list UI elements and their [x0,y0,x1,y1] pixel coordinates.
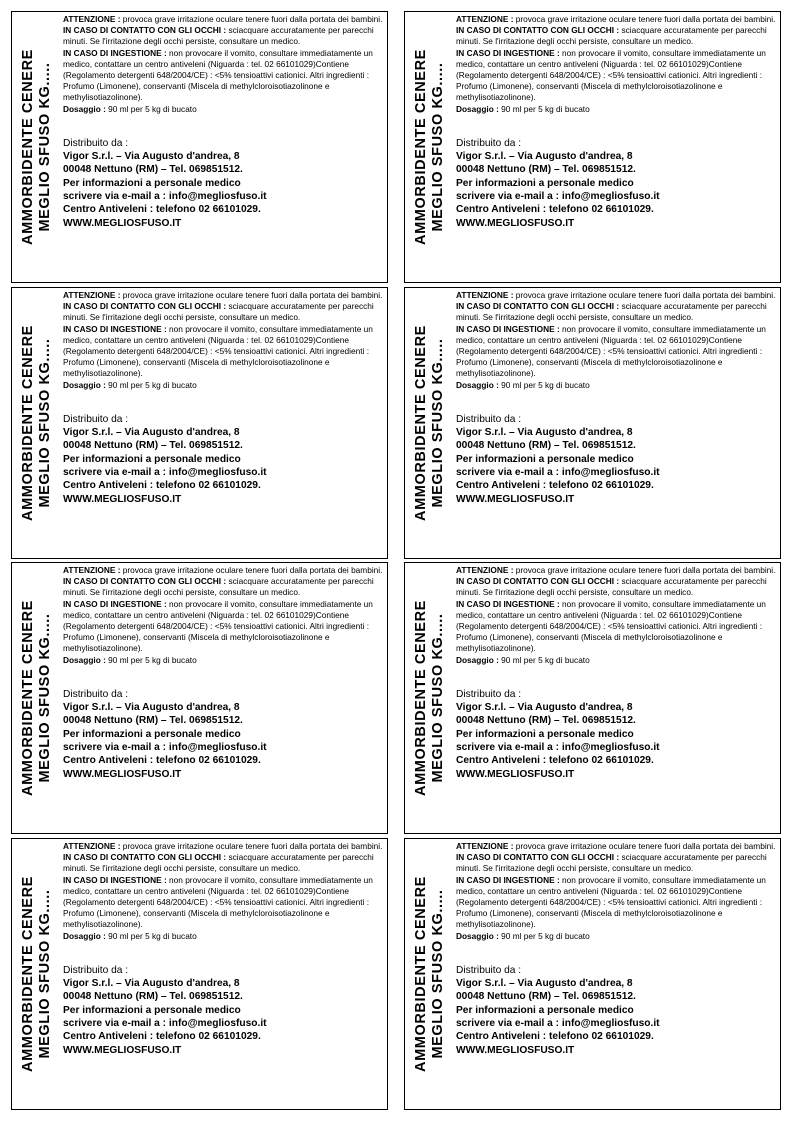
dosage-label: Dosaggio : [456,103,499,114]
eyes-label: IN CASO DI CONTATTO CON GLI OCCHI : [63,301,227,312]
ingestion-label: IN CASO DI INGESTIONE : [63,874,167,885]
dosage [456,104,778,115]
eyes-text: sciacquare accuratamente per parecchi minuti. Se l'irritazione degli occhi persiste, consultare un medico. [63,25,374,47]
medical-info-line: Per informazioni a personale medico [63,177,241,189]
antiveleni-line: Centro Antiveleni : telefono 02 66101029. [63,1031,261,1043]
attention-text: provoca grave irritazione oculare tenere fuori dalla portata dei bambini. [120,841,383,851]
ingestion-text: non provocare il vomito, consultare immediatamente un medico, contattare un centro antiveleni (Niguarda : tel. 02 66101029)Contiene (Regolamento detergenti 648/2004/CE) : <5% tensioattivi cationici. Altri ingredienti : Profumo (Limonene), conservanti (Miscela di methylcloroisotiazolinone e methylisotiazolinone). [63,323,373,379]
dosage-label: Dosaggio : [63,103,106,114]
antiveleni-line: Centro Antiveleni : telefono 02 66101029. [63,755,261,767]
email-line: scrivere via e-mail a : info@megliosfuso.it [456,1018,660,1030]
eyes-label: IN CASO DI CONTATTO CON GLI OCCHI : [456,25,620,36]
ingestion-text: non provocare il vomito, consultare immediatamente un medico, contattare un centro antiveleni (Niguarda : tel. 02 66101029)Contiene (Regolamento detergenti 648/2004/CE) : <5% tensioattivi cationici. Altri ingredienti : Profumo (Limonene), conservanti (Miscela di methylcloroisotiazolinone e methylisotiazolinone). [63,598,373,654]
medical-info-line: Per informazioni a personale medico [456,728,634,740]
ingestion-label: IN CASO DI INGESTIONE : [456,874,560,885]
antiveleni-line: Centro Antiveleni : telefono 02 66101029. [456,204,654,216]
distributor-company: Vigor S.r.l. – Via Augusto d'andrea, 8 [456,151,633,163]
distributor-label: Distribuito da : [63,964,129,976]
medical-info-line: Per informazioni a personale medico [63,728,241,740]
attention-label: ATTENZIONE : [63,14,121,24]
ingestion-text: non provocare il vomito, consultare immediatamente un medico, contattare un centro antiveleni (Niguarda : tel. 02 66101029)Contiene (Regolamento detergenti 648/2004/CE) : <5% tensioattivi cationici. Altri ingredienti : Profumo (Limonene), conservanti (Miscela di methylcloroisotiazolinone e methylisotiazolinone). [456,598,766,654]
distributor-company: Vigor S.r.l. – Via Augusto d'andrea, 8 [63,427,240,439]
product-title-strip [405,288,455,558]
website-line: WWW.MEGLIOSFUSO.IT [63,1044,182,1056]
distributor-city-phone: 00048 Nettuno (RM) – Tel. 069851512. [456,440,636,452]
dosage [63,104,385,115]
distributor-city-phone: 00048 Nettuno (RM) – Tel. 069851512. [456,164,636,176]
product-name-line1: AMMORBIDENTE CENERE [413,49,429,245]
eyes-text: sciacquare accuratamente per parecchi minuti. Se l'irritazione degli occhi persiste, consultare un medico. [456,25,767,47]
distributor-company: Vigor S.r.l. – Via Augusto d'andrea, 8 [63,702,240,714]
attention-text: provoca grave irritazione oculare tenere fuori dalla portata dei bambini. [513,565,776,575]
dosage-label: Dosaggio : [63,379,106,390]
warning-text [456,290,778,380]
distributor-label: Distribuito da : [456,964,522,976]
antiveleni-line: Centro Antiveleni : telefono 02 66101029. [456,755,654,767]
distributor-city-phone: 00048 Nettuno (RM) – Tel. 069851512. [456,991,636,1003]
warning-text [63,290,385,380]
product-label [11,838,388,1110]
eyes-label: IN CASO DI CONTATTO CON GLI OCCHI : [63,852,227,863]
dosage-text: 90 ml per 5 kg di bucato [105,103,197,114]
product-name-line1: AMMORBIDENTE CENERE [20,325,36,521]
distributor-label: Distribuito da : [63,413,129,425]
distributor-label: Distribuito da : [456,688,522,700]
product-label [11,287,388,559]
distributor-city-phone: 00048 Nettuno (RM) – Tel. 069851512. [63,715,243,727]
eyes-label: IN CASO DI CONTATTO CON GLI OCCHI : [456,576,620,587]
antiveleni-line: Centro Antiveleni : telefono 02 66101029. [63,204,261,216]
dosage-text: 90 ml per 5 kg di bucato [498,930,590,941]
website-line: WWW.MEGLIOSFUSO.IT [456,493,575,505]
eyes-label: IN CASO DI CONTATTO CON GLI OCCHI : [456,852,620,863]
ingestion-text: non provocare il vomito, consultare immediatamente un medico, contattare un centro antiveleni (Niguarda : tel. 02 66101029)Contiene (Regolamento detergenti 648/2004/CE) : <5% tensioattivi cationici. Altri ingredienti : Profumo (Limonene), conservanti (Miscela di methylcloroisotiazolinone e methylisotiazolinone). [63,47,373,103]
attention-label: ATTENZIONE : [63,565,121,575]
product-label [11,11,388,283]
attention-text: provoca grave irritazione oculare tenere fuori dalla portata dei bambini. [513,841,776,851]
medical-info-line: Per informazioni a personale medico [456,453,634,465]
warning-text [63,841,385,931]
product-label [404,838,781,1110]
product-label [11,562,388,834]
product-title-strip [12,12,62,282]
distributor-block [63,413,385,506]
product-name-line2: MEGLIO SFUSO KG..... [37,62,53,232]
product-title-strip [405,839,455,1109]
product-name-line2: MEGLIO SFUSO KG..... [37,889,53,1059]
eyes-text: sciacquare accuratamente per parecchi minuti. Se l'irritazione degli occhi persiste, consultare un medico. [63,576,374,598]
email-line: scrivere via e-mail a : info@megliosfuso.it [456,742,660,754]
medical-info-line: Per informazioni a personale medico [456,1004,634,1016]
ingestion-text: non provocare il vomito, consultare immediatamente un medico, contattare un centro antiveleni (Niguarda : tel. 02 66101029)Contiene (Regolamento detergenti 648/2004/CE) : <5% tensioattivi cationici. Altri ingredienti : Profumo (Limonene), conservanti (Miscela di methylcloroisotiazolinone e methylisotiazolinone). [456,874,766,930]
distributor-block [63,964,385,1057]
distributor-block [63,137,385,230]
warning-text [456,565,778,655]
product-title-strip [12,563,62,833]
eyes-text: sciacquare accuratamente per parecchi minuti. Se l'irritazione degli occhi persiste, consultare un medico. [456,576,767,598]
label-body [63,290,385,506]
product-name-line1: AMMORBIDENTE CENERE [413,600,429,796]
product-title [20,293,54,553]
dosage [456,931,778,942]
label-body [63,841,385,1057]
product-name-line2: MEGLIO SFUSO KG..... [37,613,53,783]
product-name-line1: AMMORBIDENTE CENERE [413,325,429,521]
distributor-company: Vigor S.r.l. – Via Augusto d'andrea, 8 [456,978,633,990]
dosage-label: Dosaggio : [63,930,106,941]
warning-text [456,14,778,104]
antiveleni-line: Centro Antiveleni : telefono 02 66101029. [456,1031,654,1043]
product-name-line2: MEGLIO SFUSO KG..... [37,338,53,508]
dosage-text: 90 ml per 5 kg di bucato [498,379,590,390]
eyes-label: IN CASO DI CONTATTO CON GLI OCCHI : [63,25,227,36]
product-title [20,17,54,277]
dosage [63,931,385,942]
product-title [20,844,54,1104]
email-line: scrivere via e-mail a : info@megliosfuso.it [63,191,267,203]
distributor-company: Vigor S.r.l. – Via Augusto d'andrea, 8 [456,427,633,439]
product-title-strip [12,839,62,1109]
product-title-strip [405,563,455,833]
product-name-line2: MEGLIO SFUSO KG..... [430,338,446,508]
product-title [413,17,447,277]
eyes-text: sciacquare accuratamente per parecchi minuti. Se l'irritazione degli occhi persiste, consultare un medico. [456,301,767,323]
product-name-line1: AMMORBIDENTE CENERE [20,876,36,1072]
label-body [63,14,385,230]
product-label [404,562,781,834]
distributor-label: Distribuito da : [456,413,522,425]
dosage [456,380,778,391]
distributor-label: Distribuito da : [456,137,522,149]
product-name-line2: MEGLIO SFUSO KG..... [430,889,446,1059]
eyes-text: sciacquare accuratamente per parecchi minuti. Se l'irritazione degli occhi persiste, consultare un medico. [456,852,767,874]
distributor-city-phone: 00048 Nettuno (RM) – Tel. 069851512. [63,991,243,1003]
product-name-line2: MEGLIO SFUSO KG..... [430,613,446,783]
eyes-label: IN CASO DI CONTATTO CON GLI OCCHI : [456,301,620,312]
distributor-label: Distribuito da : [63,688,129,700]
dosage-label: Dosaggio : [63,654,106,665]
distributor-block [456,413,778,506]
ingestion-text: non provocare il vomito, consultare immediatamente un medico, contattare un centro antiveleni (Niguarda : tel. 02 66101029)Contiene (Regolamento detergenti 648/2004/CE) : <5% tensioattivi cationici. Altri ingredienti : Profumo (Limonene), conservanti (Miscela di methylcloroisotiazolinone e methylisotiazolinone). [63,874,373,930]
warning-text [63,565,385,655]
ingestion-label: IN CASO DI INGESTIONE : [456,47,560,58]
attention-label: ATTENZIONE : [63,290,121,300]
product-title-strip [405,12,455,282]
distributor-block [456,688,778,781]
dosage-text: 90 ml per 5 kg di bucato [498,654,590,665]
attention-text: provoca grave irritazione oculare tenere fuori dalla portata dei bambini. [513,290,776,300]
attention-label: ATTENZIONE : [456,290,514,300]
dosage [63,655,385,666]
attention-label: ATTENZIONE : [63,841,121,851]
email-line: scrivere via e-mail a : info@megliosfuso.it [456,191,660,203]
dosage-text: 90 ml per 5 kg di bucato [498,103,590,114]
product-title-strip [12,288,62,558]
distributor-city-phone: 00048 Nettuno (RM) – Tel. 069851512. [63,164,243,176]
dosage [63,380,385,391]
product-label [404,287,781,559]
website-line: WWW.MEGLIOSFUSO.IT [456,217,575,229]
distributor-city-phone: 00048 Nettuno (RM) – Tel. 069851512. [63,440,243,452]
distributor-label: Distribuito da : [63,137,129,149]
attention-text: provoca grave irritazione oculare tenere fuori dalla portata dei bambini. [120,290,383,300]
ingestion-label: IN CASO DI INGESTIONE : [63,598,167,609]
product-title [413,568,447,828]
distributor-company: Vigor S.r.l. – Via Augusto d'andrea, 8 [63,978,240,990]
email-line: scrivere via e-mail a : info@megliosfuso.it [456,467,660,479]
antiveleni-line: Centro Antiveleni : telefono 02 66101029. [456,480,654,492]
product-title [20,568,54,828]
dosage-text: 90 ml per 5 kg di bucato [105,930,197,941]
email-line: scrivere via e-mail a : info@megliosfuso.it [63,1018,267,1030]
warning-text [63,14,385,104]
dosage-label: Dosaggio : [456,654,499,665]
email-line: scrivere via e-mail a : info@megliosfuso.it [63,467,267,479]
distributor-block [63,688,385,781]
attention-label: ATTENZIONE : [456,14,514,24]
product-name-line1: AMMORBIDENTE CENERE [20,600,36,796]
warning-text [456,841,778,931]
label-body [456,565,778,781]
distributor-block [456,964,778,1057]
distributor-company: Vigor S.r.l. – Via Augusto d'andrea, 8 [456,702,633,714]
distributor-company: Vigor S.r.l. – Via Augusto d'andrea, 8 [63,151,240,163]
product-label [404,11,781,283]
dosage-label: Dosaggio : [456,930,499,941]
distributor-block [456,137,778,230]
product-title [413,293,447,553]
dosage [456,655,778,666]
dosage-label: Dosaggio : [456,379,499,390]
label-body [456,14,778,230]
product-name-line2: MEGLIO SFUSO KG..... [430,62,446,232]
eyes-text: sciacquare accuratamente per parecchi minuti. Se l'irritazione degli occhi persiste, consultare un medico. [63,852,374,874]
ingestion-text: non provocare il vomito, consultare immediatamente un medico, contattare un centro antiveleni (Niguarda : tel. 02 66101029)Contiene (Regolamento detergenti 648/2004/CE) : <5% tensioattivi cationici. Altri ingredienti : Profumo (Limonene), conservanti (Miscela di methylcloroisotiazolinone e methylisotiazolinone). [456,47,766,103]
website-line: WWW.MEGLIOSFUSO.IT [63,493,182,505]
label-body [63,565,385,781]
medical-info-line: Per informazioni a personale medico [63,1004,241,1016]
attention-text: provoca grave irritazione oculare tenere fuori dalla portata dei bambini. [120,14,383,24]
ingestion-label: IN CASO DI INGESTIONE : [456,323,560,334]
website-line: WWW.MEGLIOSFUSO.IT [63,217,182,229]
distributor-city-phone: 00048 Nettuno (RM) – Tel. 069851512. [456,715,636,727]
ingestion-label: IN CASO DI INGESTIONE : [63,323,167,334]
email-line: scrivere via e-mail a : info@megliosfuso.it [63,742,267,754]
attention-text: provoca grave irritazione oculare tenere fuori dalla portata dei bambini. [120,565,383,575]
dosage-text: 90 ml per 5 kg di bucato [105,654,197,665]
attention-label: ATTENZIONE : [456,841,514,851]
product-title [413,844,447,1104]
ingestion-label: IN CASO DI INGESTIONE : [63,47,167,58]
label-body [456,841,778,1057]
eyes-label: IN CASO DI CONTATTO CON GLI OCCHI : [63,576,227,587]
attention-label: ATTENZIONE : [456,565,514,575]
ingestion-label: IN CASO DI INGESTIONE : [456,598,560,609]
website-line: WWW.MEGLIOSFUSO.IT [456,768,575,780]
medical-info-line: Per informazioni a personale medico [63,453,241,465]
website-line: WWW.MEGLIOSFUSO.IT [63,768,182,780]
antiveleni-line: Centro Antiveleni : telefono 02 66101029. [63,480,261,492]
ingestion-text: non provocare il vomito, consultare immediatamente un medico, contattare un centro antiveleni (Niguarda : tel. 02 66101029)Contiene (Regolamento detergenti 648/2004/CE) : <5% tensioattivi cationici. Altri ingredienti : Profumo (Limonene), conservanti (Miscela di methylcloroisotiazolinone e methylisotiazolinone). [456,323,766,379]
product-name-line1: AMMORBIDENTE CENERE [20,49,36,245]
attention-text: provoca grave irritazione oculare tenere fuori dalla portata dei bambini. [513,14,776,24]
medical-info-line: Per informazioni a personale medico [456,177,634,189]
website-line: WWW.MEGLIOSFUSO.IT [456,1044,575,1056]
dosage-text: 90 ml per 5 kg di bucato [105,379,197,390]
eyes-text: sciacquare accuratamente per parecchi minuti. Se l'irritazione degli occhi persiste, consultare un medico. [63,301,374,323]
product-name-line1: AMMORBIDENTE CENERE [413,876,429,1072]
label-body [456,290,778,506]
